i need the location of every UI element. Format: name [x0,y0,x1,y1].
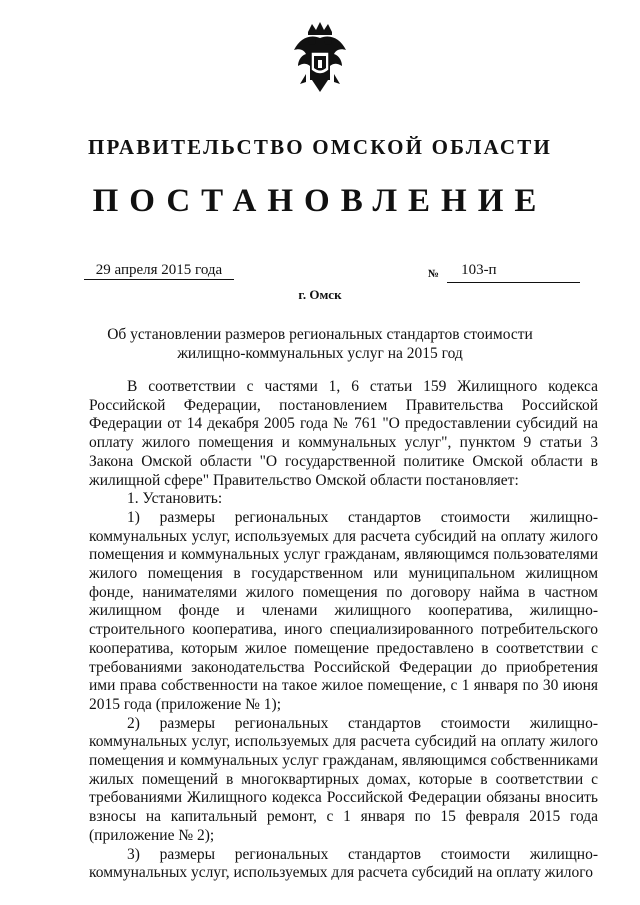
document-type: ПОСТАНОВЛЕНИЕ [92,183,548,219]
document-number: 103-п [447,261,580,283]
clause-1-heading: 1. Установить: [127,490,223,508]
document-body [89,378,598,883]
organization-name: ПРАВИТЕЛЬСТВО ОМСКОЙ ОБЛАСТИ [87,135,552,159]
clause-1-item-2: 2) размеры региональных стандартов стоимости жилищно-коммунальных услуг, используемых для расчета субсидий на оплату жилого помещения и коммунальных услуг гражданам, являющимся собственниками жилых помещений в многоквартирных домах, которые в соответствии с требованиями Жилищного кодекса Российской Федерации обязаны вносить взносы на капитальный ремонт, с 1 января по 15 февраля 2015 года (приложение № 2); [89,714,598,844]
document-city: г. Омск [298,287,342,302]
document-number-block [428,261,580,283]
coat-of-arms-icon [292,22,348,94]
preamble-paragraph: В соответствии с частями 1, 6 статьи 159 Жилищного кодекса Российской Федерации, постановлением Правительства Российской Федерации от 14 декабря 2005 года № 761 "О предоставлении субсидий на оплату жилого помещения и коммунальных услуг", пунктом 9 статьи 3 Закона Омской области "О государственной политике Омской области в жилищной сфере" Правительство Омской области постановляет: [89,378,598,489]
clause-1-item-1: 1) размеры региональных стандартов стоимости жилищно-коммунальных услуг, используемых для расчета субсидий на оплату жилого помещения и коммунальных услуг гражданам, являющимся пользователями жилого помещения в государственном или муниципальном жилищном фонде, нанимателями жилого помещения по договору найма в частном жилищном фонде и членами жилищного кооператива, жилищно-строительного кооператива, иного специализированного потребительского кооператива, которым жилое помещение предоставлено в соответствии с требованиями законодательства Российской Федерации до приобретения ими права собственности на такое жилое помещение, с 1 января по 30 июня 2015 года (приложение № 1); [89,508,598,713]
document-title: Об установлении размеров региональных стандартов стоимости жилищно-коммунальных услуг на 2015 год [107,326,533,362]
number-sign: № [428,268,440,280]
document-date: 29 апреля 2015 года [84,261,234,280]
clause-1-item-3: 3) размеры региональных стандартов стоимости жилищно-коммунальных услуг, используемых для расчета субсидий на оплату жилого [89,845,598,882]
